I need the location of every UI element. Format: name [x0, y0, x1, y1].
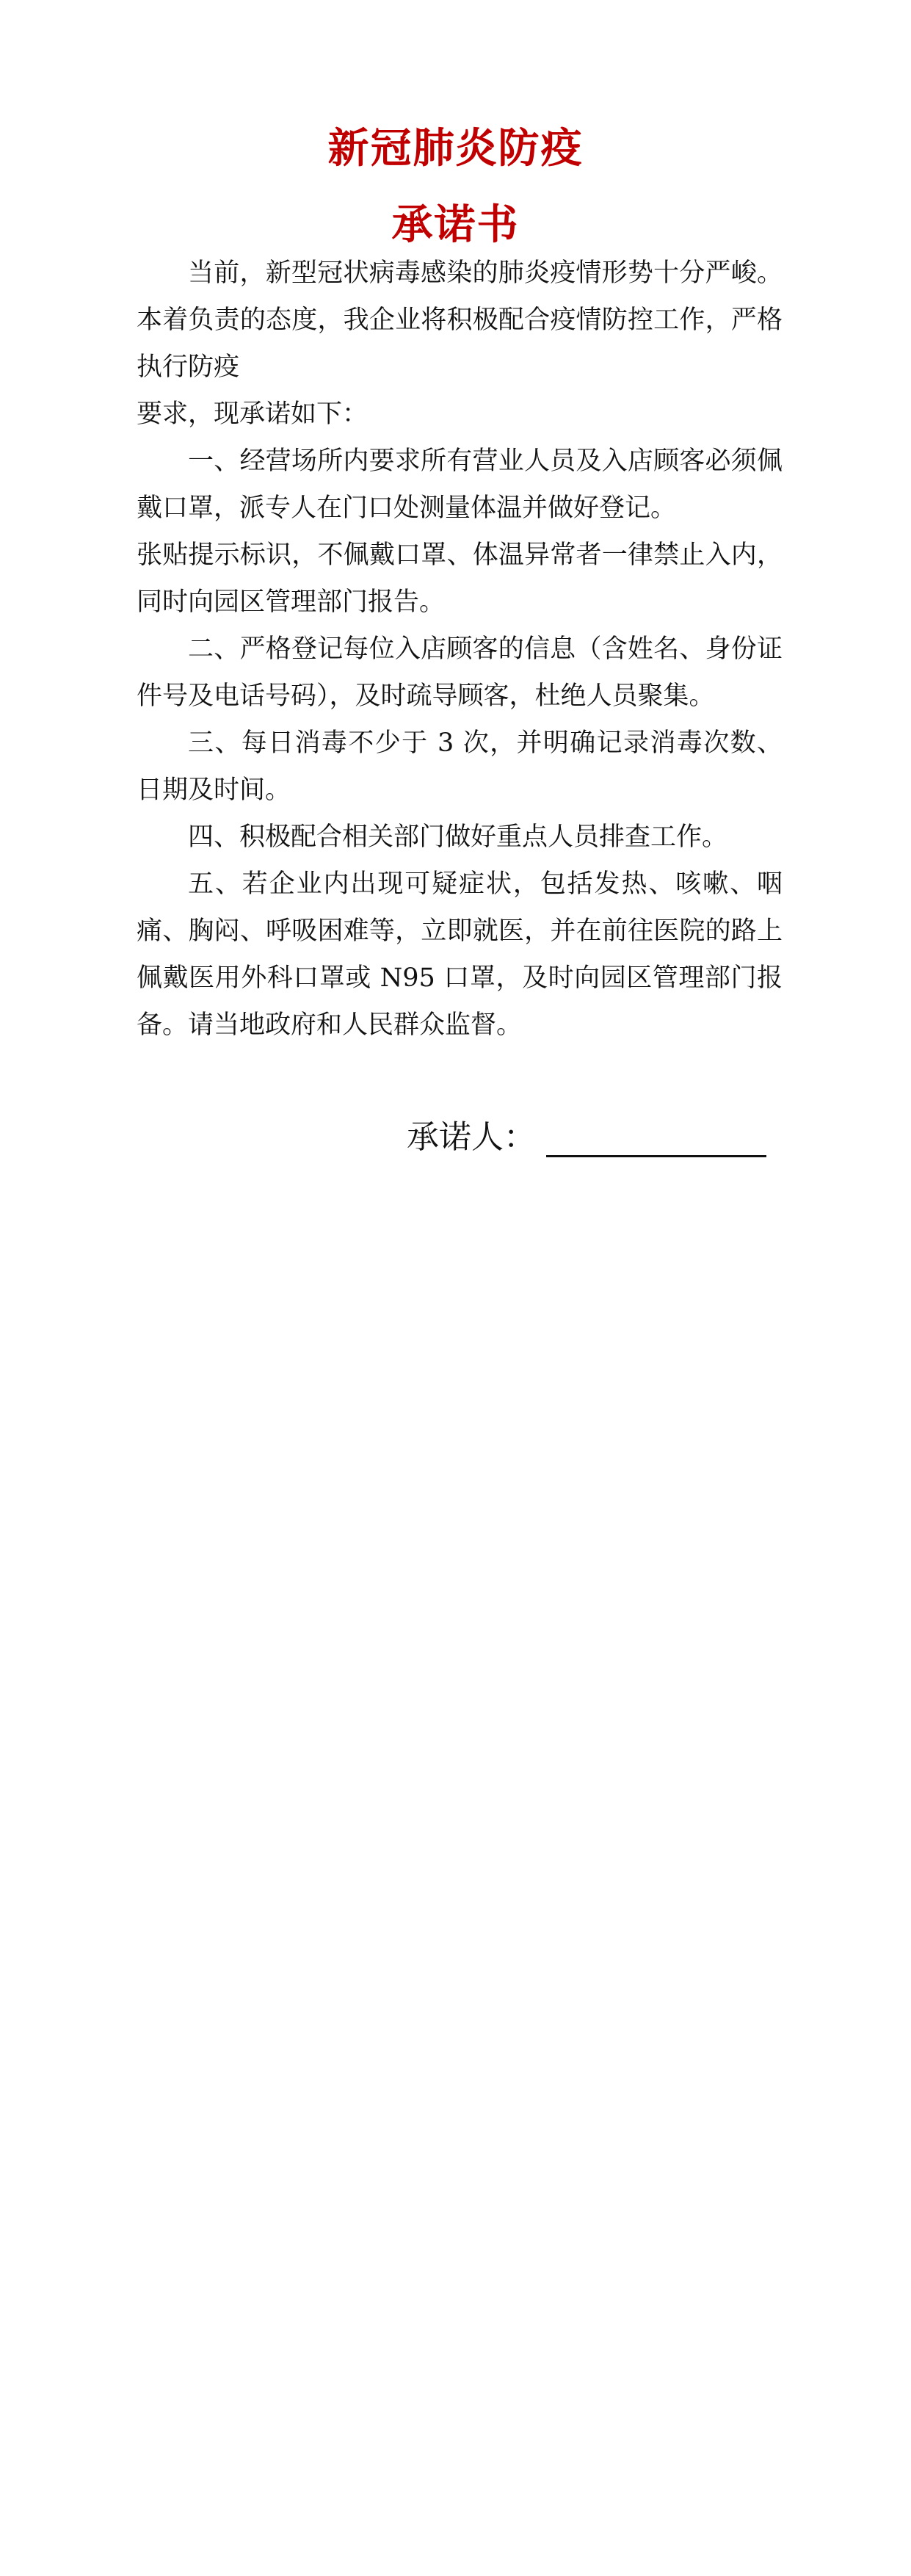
paragraph-item-1: 一、经营场所内要求所有营业人员及入店顾客必须佩戴口罩，派专人在门口处测量体温并做好登记。 [137, 446, 783, 523]
paragraph-item-3: 三、每日消毒不少于 3 次，并明确记录消毒次数、日期及时间。 [137, 728, 783, 805]
signature-line [546, 1121, 766, 1157]
document-body [137, 250, 783, 1049]
signature-label: 承诺人： [407, 1118, 536, 1156]
signature-block [407, 1110, 766, 1157]
paragraph-intro: 当前，新型冠状病毒感染的肺炎疫情形势十分严峻。本着负责的态度，我企业将积极配合疫情防控工作，严格执行防疫 [137, 258, 783, 382]
paragraph-item-2: 二、严格登记每位入店顾客的信息（含姓名、身份证件号及电话号码），及时疏导顾客，杜绝人员聚集。 [137, 634, 783, 711]
document-title: 新冠肺炎防疫 [327, 125, 584, 173]
paragraph-item-5: 五、若企业内出现可疑症状，包括发热、咳嗽、咽痛、胸闷、呼吸困难等，立即就医，并在前往医院的路上佩戴医用外科口罩或 N95 口罩，及时向园区管理部门报备。请当地政府和人民群众监督。 [137, 869, 783, 1040]
paragraph-intro-continued: 要求，现承诺如下： [137, 399, 369, 429]
paragraph-item-1-continued: 张贴提示标识，不佩戴口罩、体温异常者一律禁止入内，同时向园区管理部门报告。 [137, 540, 783, 617]
document-subtitle: 承诺书 [391, 201, 520, 249]
paragraph-item-4: 四、积极配合相关部门做好重点人员排查工作。 [188, 822, 728, 852]
